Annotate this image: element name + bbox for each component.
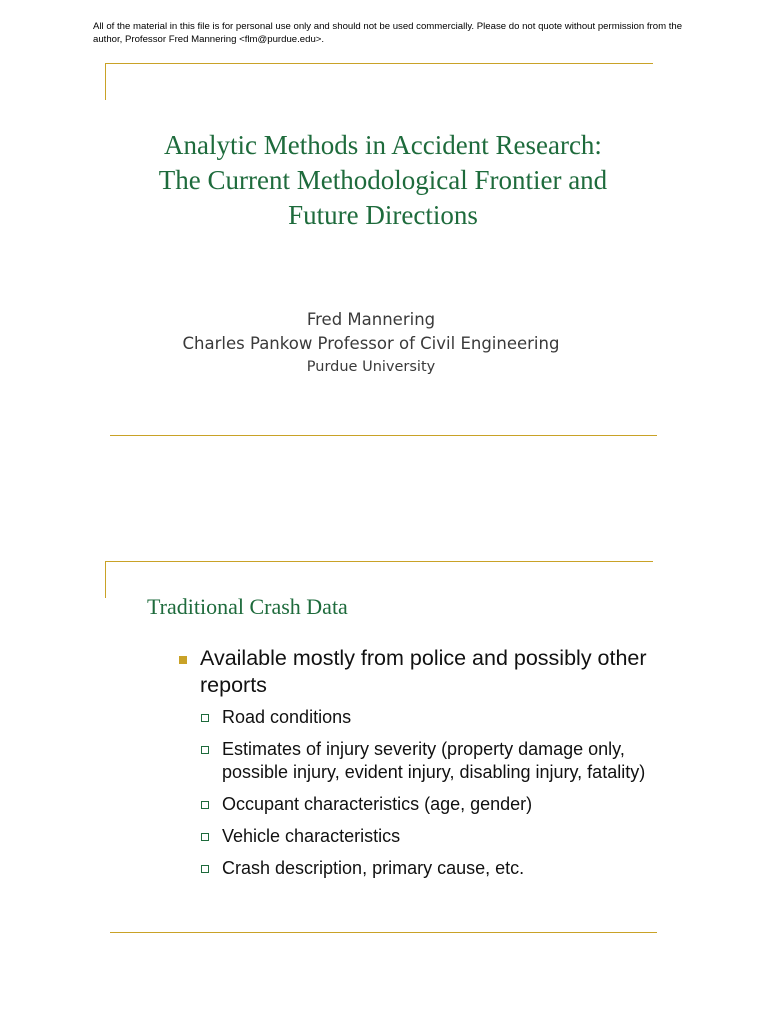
list-item (199, 738, 659, 784)
list-item-text: Road conditions (222, 707, 352, 727)
list-item-text: Crash description, primary cause, etc. (222, 858, 525, 878)
slide-bottom-rule (110, 932, 657, 933)
hollow-square-bullet-icon (201, 801, 209, 809)
square-bullet-icon (179, 656, 187, 664)
list-item-text: Vehicle characteristics (222, 826, 401, 846)
slide-bottom-rule (110, 435, 657, 436)
slide-corner-vertical (105, 561, 106, 598)
title-line-1: Analytic Methods in Accident Research: (164, 130, 602, 160)
author-university: Purdue University (306, 359, 436, 375)
sub-bullet-list (199, 706, 659, 880)
slide-corner-horizontal (105, 63, 653, 64)
slide-heading: Traditional Crash Data (147, 594, 348, 619)
hollow-square-bullet-icon (201, 714, 209, 722)
presentation-title (100, 128, 666, 233)
list-item (199, 857, 659, 880)
title-line-2: The Current Methodological Frontier and (158, 165, 608, 195)
main-bullet-text: Available mostly from police and possibly other reports (200, 646, 647, 697)
slide-corner-vertical (105, 63, 106, 100)
hollow-square-bullet-icon (201, 746, 209, 754)
slide-corner-horizontal (105, 561, 653, 562)
copyright-notice: All of the material in this file is for personal use only and should not be used commercially. Please do not quote without permission from the author, Professor Fred Mannering <flm@purdue.edu>. (93, 21, 683, 45)
list-item (199, 793, 659, 816)
author-title: Charles Pankow Professor of Civil Engineering (182, 334, 560, 353)
author-name: Fred Mannering (306, 310, 436, 329)
hollow-square-bullet-icon (201, 833, 209, 841)
slide-title (0, 0, 768, 500)
list-item-text: Occupant characteristics (age, gender) (222, 794, 533, 814)
list-item (199, 706, 659, 729)
hollow-square-bullet-icon (201, 865, 209, 873)
list-item-text: Estimates of injury severity (property damage only, possible injury, evident injury, disabling injury, fatality) (222, 739, 646, 782)
list-item (199, 825, 659, 848)
title-line-3: Future Directions (288, 200, 478, 230)
